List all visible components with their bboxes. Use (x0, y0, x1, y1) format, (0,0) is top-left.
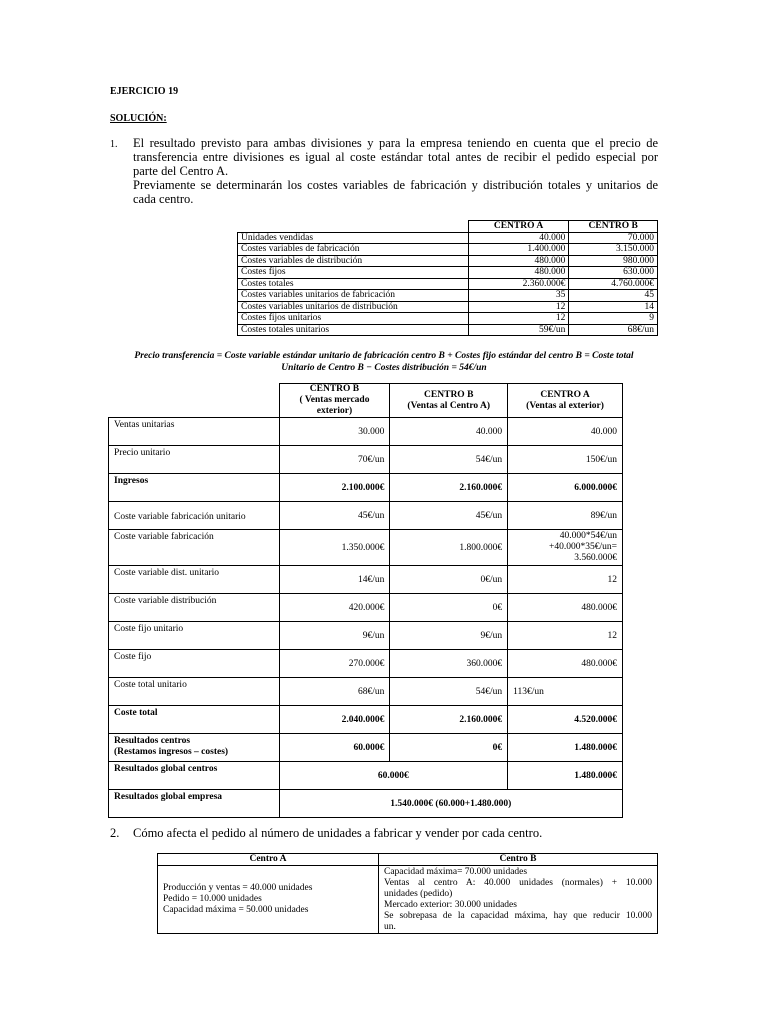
cell-centro-b: 9 (569, 313, 658, 325)
results-table (108, 383, 623, 818)
table-row (109, 530, 623, 566)
row-label: Ventas unitarias (109, 418, 280, 446)
cell: 480.000€ (508, 650, 623, 678)
row-label: Precio unitario (109, 446, 280, 474)
cell: 2.160.000€ (390, 706, 508, 734)
formula-line-1: Precio transferencia = Coste variable estándar unitario de fabricación centro B + Costes fijo estándar del centro B = Coste total (134, 351, 634, 361)
cell: 54€/un (390, 678, 508, 706)
item-1-number: 1. (110, 139, 118, 150)
text-line: Pedido = 10.000 unidades (163, 894, 262, 904)
text-line: un. (384, 921, 396, 932)
cell: 30.000 (279, 418, 390, 446)
cell: 4.520.000€ (508, 706, 623, 734)
row-label: Coste fijo unitario (109, 622, 280, 650)
text-line: Ventas al centro A: 40.000 unidades (normales) + 10.000 (384, 877, 652, 888)
table-row (109, 474, 623, 502)
row-label: Costes totales unitarios (238, 324, 469, 336)
cell: 40.000 (390, 418, 508, 446)
item-1-line: transferencia entre divisiones es igual al coste estándar total antes de recibir el pedido especial por (133, 150, 658, 164)
cell-centro-a: 1.400.000 (468, 244, 569, 256)
header-line: CENTRO B (309, 384, 360, 394)
exercise-heading: EJERCICIO 19 (110, 86, 179, 97)
cell: 9€/un (390, 622, 508, 650)
cell-centro-a: 35 (468, 290, 569, 302)
cell-centro-b: 45 (569, 290, 658, 302)
cell-centro-b: 630.000 (569, 267, 658, 279)
row-label: Coste total (109, 706, 280, 734)
row-label: Costes fijos (238, 267, 469, 279)
table-row (158, 866, 658, 934)
cell: 45€/un (279, 502, 390, 530)
cell-merged: 1.540.000€ (60.000+1.480.000) (279, 790, 622, 818)
text-line: Se sobrepasa de la capacidad máxima, hay que reducir 10.000 (384, 910, 652, 921)
row-label: Resultados global empresa (109, 790, 280, 818)
table-row (238, 290, 658, 302)
capacity-table (157, 853, 658, 934)
row-label: Resultados global centros (109, 762, 280, 790)
cell-centro-a: 12 (468, 301, 569, 313)
cell: 70€/un (279, 446, 390, 474)
cell: 360.000€ (390, 650, 508, 678)
cell-centro-b: 980.000 (569, 255, 658, 267)
cell-centro-b: 3.150.000 (569, 244, 658, 256)
cell: 0€ (390, 734, 508, 762)
calc-line: +40.000*35€/un= (549, 542, 617, 552)
row-label (109, 734, 280, 762)
row-label: Ingresos (109, 474, 280, 502)
header-line: exterior) (316, 406, 353, 416)
item-2-number: 2. (110, 826, 120, 840)
header-line: ( Ventas mercado (299, 395, 370, 405)
table-row (109, 678, 623, 706)
row-label: Coste variable fabricación unitario (109, 502, 280, 530)
cell-centro-a: 480.000 (468, 267, 569, 279)
col-header-centro-a: CENTRO A (468, 221, 569, 233)
text-line: Capacidad máxima= 70.000 unidades (384, 866, 528, 877)
solution-label: SOLUCIÓN: (110, 113, 167, 124)
table-row (109, 622, 623, 650)
cell: 12 (508, 566, 623, 594)
item-1-line: parte del Centro A. (133, 164, 229, 178)
row-label: Coste variable dist. unitario (109, 566, 280, 594)
col-header-centro-a-exterior (508, 384, 623, 418)
table-row (109, 762, 623, 790)
table-row (109, 502, 623, 530)
cell-centro-a (158, 866, 379, 934)
cell-centro-a: 40.000 (468, 232, 569, 244)
table-row (238, 244, 658, 256)
row-label: Costes fijos unitarios (238, 313, 469, 325)
transfer-price-formula (108, 350, 660, 374)
table-row (238, 301, 658, 313)
item-1-line: Previamente se determinarán los costes variables de fabricación y distribución totales y unitarios de (133, 178, 658, 192)
col-header-centro-b: CENTRO B (569, 221, 658, 233)
cost-summary-table (237, 220, 658, 336)
cell: 68€/un (279, 678, 390, 706)
cell-centro-b: 4.760.000€ (569, 278, 658, 290)
cell-centro-a: 2.360.000€ (468, 278, 569, 290)
cell: 1.480.000€ (508, 762, 623, 790)
item-1-line: cada centro. (133, 192, 194, 206)
table-row (109, 446, 623, 474)
col-header-centro-b-exterior (279, 384, 390, 418)
row-label: Unidades vendidas (238, 232, 469, 244)
cell-centro-b (379, 866, 658, 934)
table-row (109, 594, 623, 622)
cell: 150€/un (508, 446, 623, 474)
cell: 54€/un (390, 446, 508, 474)
label-line: (Restamos ingresos – costes) (114, 747, 229, 757)
cell-centro-a: 480.000 (468, 255, 569, 267)
row-label: Coste variable fabricación (109, 530, 280, 566)
row-label: Costes variables unitarios de fabricación (238, 290, 469, 302)
cell: 12 (508, 622, 623, 650)
cell: 9€/un (279, 622, 390, 650)
item-2-text: Cómo afecta el pedido al número de unidades a fabricar y vender por cada centro. (133, 826, 543, 840)
table-row (238, 313, 658, 325)
header-line: CENTRO B (424, 389, 474, 400)
table-row (238, 278, 658, 290)
table-row (109, 706, 623, 734)
text-line: unidades (pedido) (384, 888, 453, 899)
cell: 1.480.000€ (508, 734, 623, 762)
cell-centro-a: 59€/un (468, 324, 569, 336)
text-line: Capacidad máxima = 50.000 unidades (163, 905, 309, 915)
cell: 89€/un (508, 502, 623, 530)
table-row (109, 734, 623, 762)
cell: 2.160.000€ (390, 474, 508, 502)
header-line: CENTRO A (540, 389, 590, 400)
table-row (238, 255, 658, 267)
table-row (109, 790, 623, 818)
cell: 14€/un (279, 566, 390, 594)
cell: 1.350.000€ (279, 530, 390, 566)
table-row (238, 267, 658, 279)
table-row (109, 650, 623, 678)
cell: 1.800.000€ (390, 530, 508, 566)
table-row (109, 418, 623, 446)
item-1-text (133, 136, 658, 206)
table-row (238, 324, 658, 336)
col-header-centro-b-centro-a (390, 384, 508, 418)
table-row (238, 232, 658, 244)
cell: 6.000.000€ (508, 474, 623, 502)
cell-centro-b: 70.000 (569, 232, 658, 244)
formula-line-2: Unitario de Centro B − Costes distribución = 54€/un (281, 363, 487, 373)
cell-centro-a: 12 (468, 313, 569, 325)
cell-merged: 60.000€ (279, 762, 508, 790)
row-label: Coste variable distribución (109, 594, 280, 622)
cell: 60.000€ (279, 734, 390, 762)
text-line: Mercado exterior: 30.000 unidades (384, 899, 517, 910)
table-row (109, 566, 623, 594)
cell: 0€/un (390, 566, 508, 594)
item-1-line: El resultado previsto para ambas divisiones y para la empresa teniendo en cuenta que el precio de (133, 136, 658, 150)
label-line: Resultados centros (114, 736, 191, 746)
row-label: Coste fijo (109, 650, 280, 678)
cell: 0€ (390, 594, 508, 622)
cell: 480.000€ (508, 594, 623, 622)
cell-centro-b: 68€/un (569, 324, 658, 336)
cell: 2.040.000€ (279, 706, 390, 734)
row-label: Costes variables de distribución (238, 255, 469, 267)
header-line: (Ventas al Centro A) (407, 400, 491, 411)
col-header-centro-b: Centro B (379, 854, 658, 866)
cell-calculation (508, 530, 623, 566)
cell: 113€/un (508, 678, 623, 706)
calc-line: 40.000*54€/un (559, 531, 617, 541)
cell: 45€/un (390, 502, 508, 530)
calc-line: 3.560.000€ (574, 553, 617, 563)
col-header-centro-a: Centro A (158, 854, 379, 866)
cell: 420.000€ (279, 594, 390, 622)
row-label: Costes variables unitarios de distribución (238, 301, 469, 313)
text-line: Producción y ventas = 40.000 unidades (163, 883, 313, 893)
cell: 270.000€ (279, 650, 390, 678)
row-label: Costes variables de fabricación (238, 244, 469, 256)
row-label: Coste total unitario (109, 678, 280, 706)
row-label: Costes totales (238, 278, 469, 290)
cell: 2.100.000€ (279, 474, 390, 502)
header-line: (Ventas al exterior) (526, 400, 604, 411)
cell: 40.000 (508, 418, 623, 446)
cell-centro-b: 14 (569, 301, 658, 313)
